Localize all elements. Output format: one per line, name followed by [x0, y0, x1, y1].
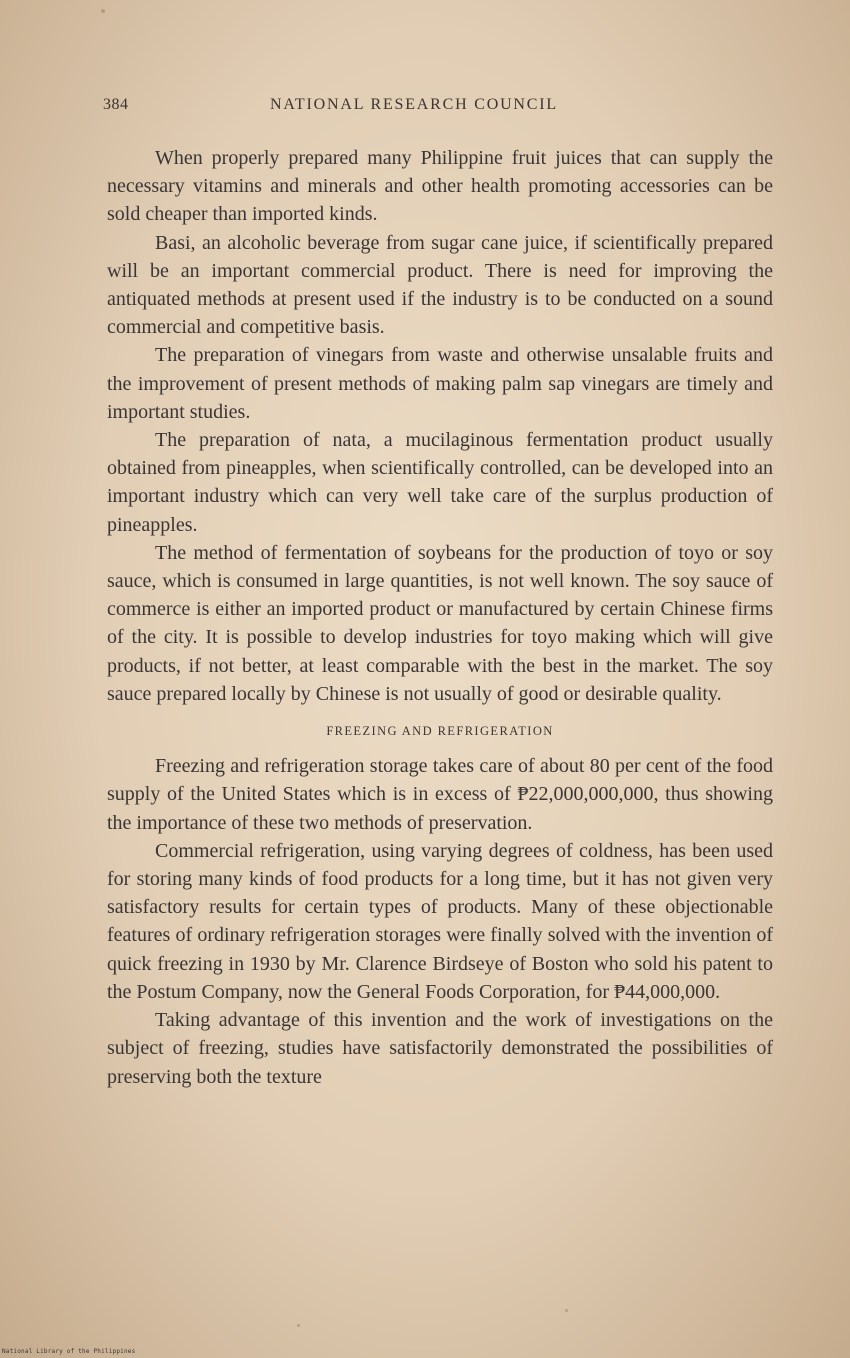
section-heading: FREEZING AND REFRIGERATION: [326, 724, 554, 739]
paragraph-commercial-refrigeration: Commercial refrigeration, using varying degrees of coldness, has been used for storing many kinds of food products for a long time, but it has not given very satisfactory results for certain types of products. Many of these objectionable features of ordinary refrigeration storages were finally solved with the invention of quick freezing in 1930 by Mr. Clarence Birdseye of Boston who sold his patent to the Postum Company, now the General Foods Corporation, for ₱44,000,000.: [107, 839, 773, 1003]
library-stamp: National Library of the Philippines: [2, 1348, 136, 1355]
paragraph-nata: The preparation of nata, a mucilaginous fermentation product usually obtained from pineapples, when scientifically controlled, can be developed into an important industry which can very well take care of the surplus production of pineapples.: [107, 429, 773, 536]
paragraph-freezing-storage: Freezing and refrigeration storage takes care of about 80 per cent of the food supply of the United States which is in excess of ₱22,000,000,000, thus showing the importance of these two methods of preservation.: [107, 755, 773, 834]
paragraph-fruit-juices: When properly prepared many Philippine fruit juices that can supply the necessary vitamins and minerals and other health promoting accessories can be sold cheaper than imported kinds.: [107, 147, 773, 226]
page-number: 384: [103, 96, 129, 113]
running-head: [103, 96, 773, 120]
paper-spot: [101, 9, 105, 13]
paper-spot: [297, 1324, 300, 1327]
body-text: [107, 144, 773, 1091]
paragraph-quick-freezing-studies: Taking advantage of this invention and the work of investigations on the subject of freezing, studies have satisfactorily demonstrated the possibilities of preserving both the texture: [107, 1009, 773, 1088]
paragraph-soy-sauce: The method of fermentation of soybeans for the production of toyo or soy sauce, which is consumed in large quantities, is not well known. The soy sauce of commerce is either an imported product or manufactured by certain Chinese firms of the city. It is possible to develop industries for toyo making which will give products, if not better, at least comparable with the best in the market. The soy sauce prepared locally by Chinese is not usually of good or desirable quality.: [107, 541, 773, 705]
paragraph-basi: Basi, an alcoholic beverage from sugar cane juice, if scientifically prepared will be an important commercial product. There is need for improving the antiquated methods at present used if the industry is to be conducted on a sound commercial and competitive basis.: [107, 231, 773, 339]
paragraph-vinegars: The preparation of vinegars from waste and otherwise unsalable fruits and the improvement of present methods of making palm sap vinegars are timely and important studies.: [107, 344, 773, 423]
running-title: NATIONAL RESEARCH COUNCIL: [270, 96, 558, 113]
paper-spot: [565, 1309, 568, 1312]
